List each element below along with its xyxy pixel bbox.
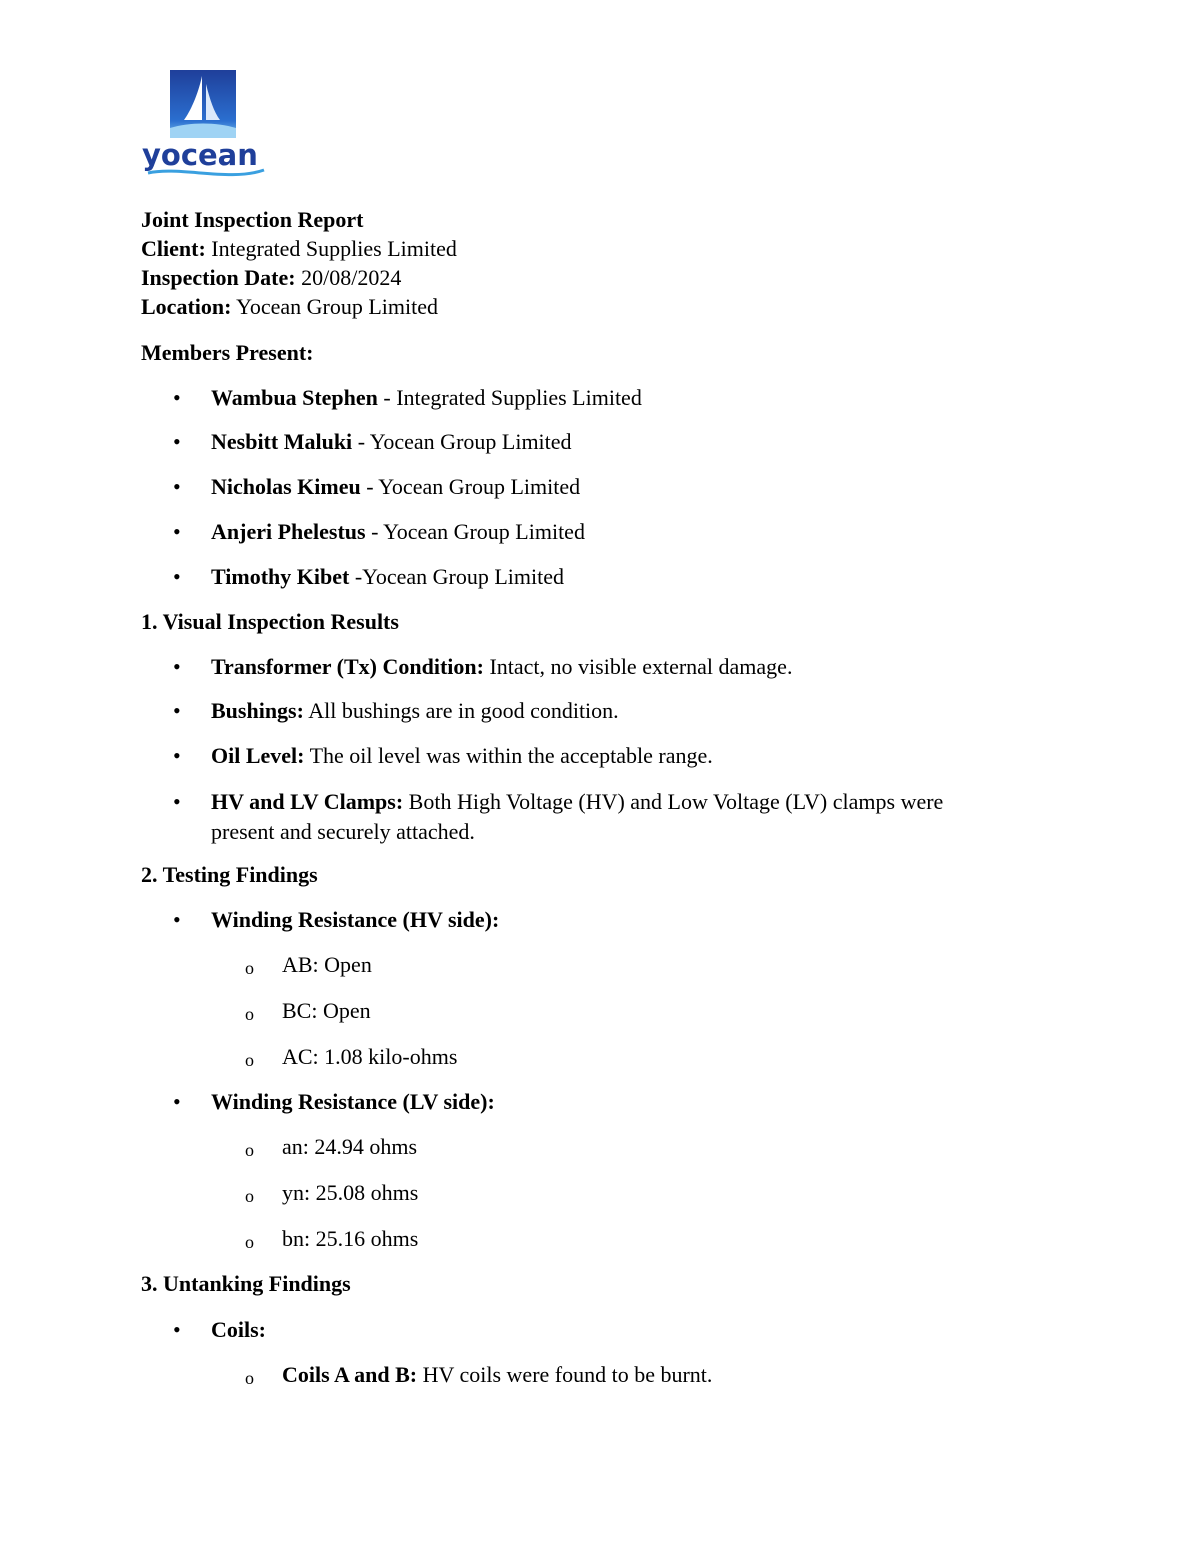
member-org: - Yocean Group Limited xyxy=(357,429,572,454)
sub-bullet-icon: o xyxy=(245,1368,254,1388)
visual-item xyxy=(211,698,619,724)
report-title: Joint Inspection Report xyxy=(141,207,364,232)
hv-reading: BC: Open xyxy=(282,998,371,1023)
member-item xyxy=(211,474,580,500)
member-name: Nesbitt Maluki xyxy=(211,429,353,454)
date-label: Inspection Date: xyxy=(141,265,296,290)
yocean-logo xyxy=(140,70,268,180)
member-org: -Yocean Group Limited xyxy=(354,564,564,589)
lv-winding-label: Winding Resistance (LV side): xyxy=(211,1089,495,1114)
member-org: - Yocean Group Limited xyxy=(366,474,581,499)
member-name: Anjeri Phelestus xyxy=(211,519,366,544)
testing-heading: 2. Testing Findings xyxy=(141,862,318,887)
sub-bullet-icon: o xyxy=(245,958,254,978)
members-heading: Members Present: xyxy=(141,340,314,365)
visual-item-label: Transformer (Tx) Condition: xyxy=(211,654,484,679)
client-label: Client: xyxy=(141,236,206,261)
bullet-icon: • xyxy=(173,519,181,544)
bullet-icon: • xyxy=(173,789,181,814)
bullet-icon: • xyxy=(173,698,181,723)
visual-item-text: The oil level was within the acceptable range. xyxy=(309,743,713,768)
bullet-icon: • xyxy=(173,474,181,499)
hv-reading: AB: Open xyxy=(282,952,372,977)
hv-reading: AC: 1.08 kilo-ohms xyxy=(282,1044,458,1069)
sub-bullet-icon: o xyxy=(245,1140,254,1160)
bullet-icon: • xyxy=(173,743,181,768)
visual-item-label: Bushings: xyxy=(211,698,304,723)
hv-winding-label: Winding Resistance (HV side): xyxy=(211,907,500,932)
visual-item xyxy=(211,743,713,769)
lv-reading: bn: 25.16 ohms xyxy=(282,1226,419,1251)
visual-item xyxy=(211,654,792,680)
untanking-heading: 3. Untanking Findings xyxy=(141,1271,351,1296)
visual-item-text: Intact, no visible external damage. xyxy=(489,654,793,679)
visual-item-label: HV and LV Clamps: xyxy=(211,789,404,814)
sub-bullet-icon: o xyxy=(245,1186,254,1206)
member-name: Wambua Stephen xyxy=(211,385,378,410)
visual-heading: 1. Visual Inspection Results xyxy=(141,609,399,634)
member-item xyxy=(211,519,585,545)
bullet-icon: • xyxy=(173,907,181,932)
bullet-icon: • xyxy=(173,429,181,454)
member-name: Nicholas Kimeu xyxy=(211,474,361,499)
member-name: Timothy Kibet xyxy=(211,564,350,589)
sub-bullet-icon: o xyxy=(245,1232,254,1252)
bullet-icon: • xyxy=(173,654,181,679)
visual-item-label: Oil Level: xyxy=(211,743,305,768)
visual-item-text: All bushings are in good condition. xyxy=(308,698,619,723)
client-line xyxy=(141,236,457,262)
visual-item xyxy=(211,787,1011,847)
location-value: Yocean Group Limited xyxy=(236,294,438,319)
coils-ab-item xyxy=(282,1362,712,1388)
date-line xyxy=(141,265,401,291)
location-label: Location: xyxy=(141,294,232,319)
member-item xyxy=(211,429,572,455)
coils-label: Coils: xyxy=(211,1317,266,1342)
lv-reading: yn: 25.08 ohms xyxy=(282,1180,419,1205)
coils-ab-label: Coils A and B: xyxy=(282,1362,418,1387)
lv-reading: an: 24.94 ohms xyxy=(282,1134,418,1159)
location-line xyxy=(141,294,438,320)
member-org: - Integrated Supplies Limited xyxy=(383,385,642,410)
date-value: 20/08/2024 xyxy=(301,265,402,290)
member-item xyxy=(211,564,564,590)
sub-bullet-icon: o xyxy=(245,1004,254,1024)
bullet-icon: • xyxy=(173,385,181,410)
svg-text:yocean: yocean xyxy=(142,138,258,172)
bullet-icon: • xyxy=(173,564,181,589)
bullet-icon: • xyxy=(173,1089,181,1114)
client-value: Integrated Supplies Limited xyxy=(211,236,457,261)
sub-bullet-icon: o xyxy=(245,1050,254,1070)
member-item xyxy=(211,385,642,411)
visual-item-text: Both High Voltage (HV) and Low Voltage (LV) clamps were present and securely attached. xyxy=(211,789,944,844)
coils-ab-text: HV coils were found to be burnt. xyxy=(422,1362,713,1387)
member-org: - Yocean Group Limited xyxy=(371,519,585,544)
bullet-icon: • xyxy=(173,1317,181,1342)
